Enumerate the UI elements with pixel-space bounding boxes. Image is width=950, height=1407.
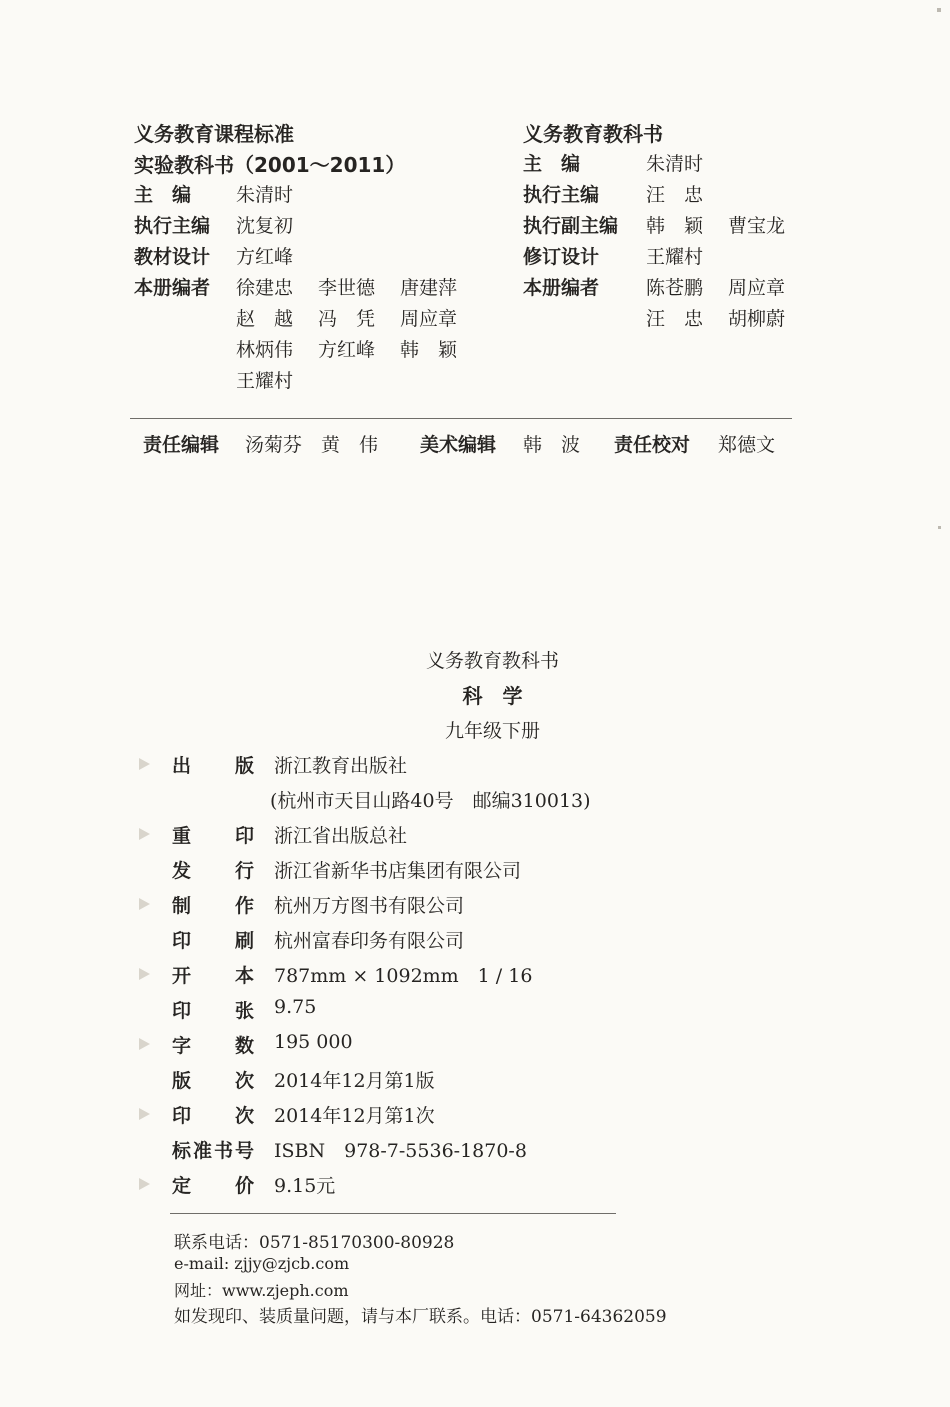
proofread: 郑德文 (718, 434, 776, 456)
right-volume-editor: 胡柳蔚 (728, 308, 786, 330)
scan-speck (938, 526, 941, 529)
right-exec-editor: 汪 忠 (646, 184, 704, 206)
left-volume-editor: 唐建萍 (400, 277, 458, 299)
colophon-label-distribution: 发 行 (172, 860, 254, 882)
left-exec-editor-label: 执行主编 (134, 215, 211, 237)
left-volume-editor: 王耀村 (236, 370, 294, 392)
left-heading-1: 义务教育课程标准 (134, 122, 294, 146)
colophon-label-format: 开 本 (172, 965, 254, 987)
colophon-label-impression: 印 次 (172, 1105, 254, 1127)
colophon-label-edition: 版 次 (172, 1070, 254, 1092)
colophon-label-production: 制 作 (172, 895, 254, 917)
colophon-label-price: 定 价 (172, 1175, 254, 1197)
arrow-marker-icon (139, 1108, 150, 1120)
arrow-marker-icon (139, 828, 150, 840)
right-revision: 王耀村 (646, 246, 704, 268)
colophon-label-isbn: 标准书号 (172, 1140, 254, 1162)
right-exec-editor-label: 执行主编 (523, 184, 600, 206)
colophon-value-publisher: 浙江教育出版社 (274, 755, 408, 777)
left-chief-editor: 朱清时 (236, 184, 294, 206)
colophon-label-word-count: 字 数 (172, 1035, 254, 1057)
resp-editor: 汤菊芬 黄 伟 (245, 434, 379, 456)
art-editor: 韩 波 (523, 434, 581, 456)
arrow-marker-icon (139, 968, 150, 980)
right-chief-editor: 朱清时 (646, 153, 704, 175)
right-exec-deputy: 曹宝龙 (728, 215, 786, 237)
left-chief-editor-label: 主 编 (134, 184, 192, 206)
colophon-label-sheets: 印 张 (172, 1000, 254, 1022)
scan-speck (937, 8, 941, 12)
resp-editor-label: 责任编辑 (143, 434, 220, 456)
left-volume-editor: 周应章 (400, 308, 458, 330)
colophon-value-production: 杭州万方图书有限公司 (274, 895, 465, 917)
right-exec-deputy: 韩 颖 (646, 215, 704, 237)
left-volume-editors-label: 本册编者 (134, 277, 211, 299)
right-volume-editor: 陈苍鹏 (646, 277, 704, 299)
left-volume-editor: 韩 颖 (400, 339, 458, 361)
left-volume-editor: 林炳伟 (236, 339, 294, 361)
colophon-label-printing: 印 刷 (172, 930, 254, 952)
bottom-divider (170, 1213, 616, 1214)
right-revision-label: 修订设计 (523, 246, 600, 268)
contact-notice: 如发现印、装质量问题，请与本厂联系。电话：0571-64362059 (174, 1307, 667, 1327)
colophon-value-edition: 2014年12月第1版 (274, 1070, 435, 1092)
arrow-marker-icon (139, 1178, 150, 1190)
right-volume-editor: 汪 忠 (646, 308, 704, 330)
colophon-value-distribution: 浙江省新华书店集团有限公司 (274, 860, 522, 882)
colophon-label-reprint: 重 印 (172, 825, 254, 847)
colophon-label-publisher: 出 版 (172, 755, 254, 777)
colophon-value-reprint: 浙江省出版总社 (274, 825, 408, 847)
contact-phone: 联系电话：0571-85170300-80928 (174, 1233, 455, 1253)
colophon-value-word-count: 195 000 (274, 1031, 353, 1053)
top-divider (130, 418, 792, 419)
book-title: 科 学 (462, 684, 523, 708)
right-chief-editor-label: 主 编 (523, 153, 581, 175)
right-volume-editor: 周应章 (728, 277, 786, 299)
art-editor-label: 美术编辑 (420, 434, 497, 456)
colophon-value-isbn: ISBN 978-7-5536-1870-8 (274, 1140, 527, 1162)
book-volume: 九年级下册 (444, 720, 540, 742)
left-volume-editor: 冯 凭 (318, 308, 376, 330)
left-volume-editor: 徐建忠 (236, 277, 294, 299)
colophon-value-impression: 2014年12月第1次 (274, 1105, 435, 1127)
left-design-label: 教材设计 (134, 246, 211, 268)
left-volume-editor: 赵 越 (236, 308, 294, 330)
right-volume-editors-label: 本册编者 (523, 277, 600, 299)
arrow-marker-icon (139, 898, 150, 910)
left-heading-2: 实验教科书（2001～2011） (134, 153, 406, 177)
left-volume-editor: 方红峰 (318, 339, 376, 361)
book-series: 义务教育教科书 (425, 650, 559, 672)
contact-email: e-mail: zjjy@zjcb.com (174, 1254, 350, 1273)
left-design: 方红峰 (236, 246, 294, 268)
right-heading: 义务教育教科书 (523, 122, 663, 146)
colophon-value-sheets: 9.75 (274, 996, 317, 1018)
colophon-value-price: 9.15元 (274, 1175, 336, 1197)
arrow-marker-icon (139, 1038, 150, 1050)
left-exec-editor: 沈复初 (236, 215, 294, 237)
arrow-marker-icon (139, 758, 150, 770)
contact-website: 网址：www.zjeph.com (174, 1281, 349, 1300)
proofread-label: 责任校对 (614, 434, 691, 456)
left-volume-editor: 李世德 (318, 277, 376, 299)
colophon-value-format: 787mm × 1092mm 1 / 16 (274, 965, 533, 987)
colophon-value-printing: 杭州富春印务有限公司 (274, 930, 465, 952)
right-exec-deputy-label: 执行副主编 (523, 215, 619, 237)
colophon-value-publisher-address: (杭州市天目山路40号 邮编310013) (270, 790, 591, 812)
